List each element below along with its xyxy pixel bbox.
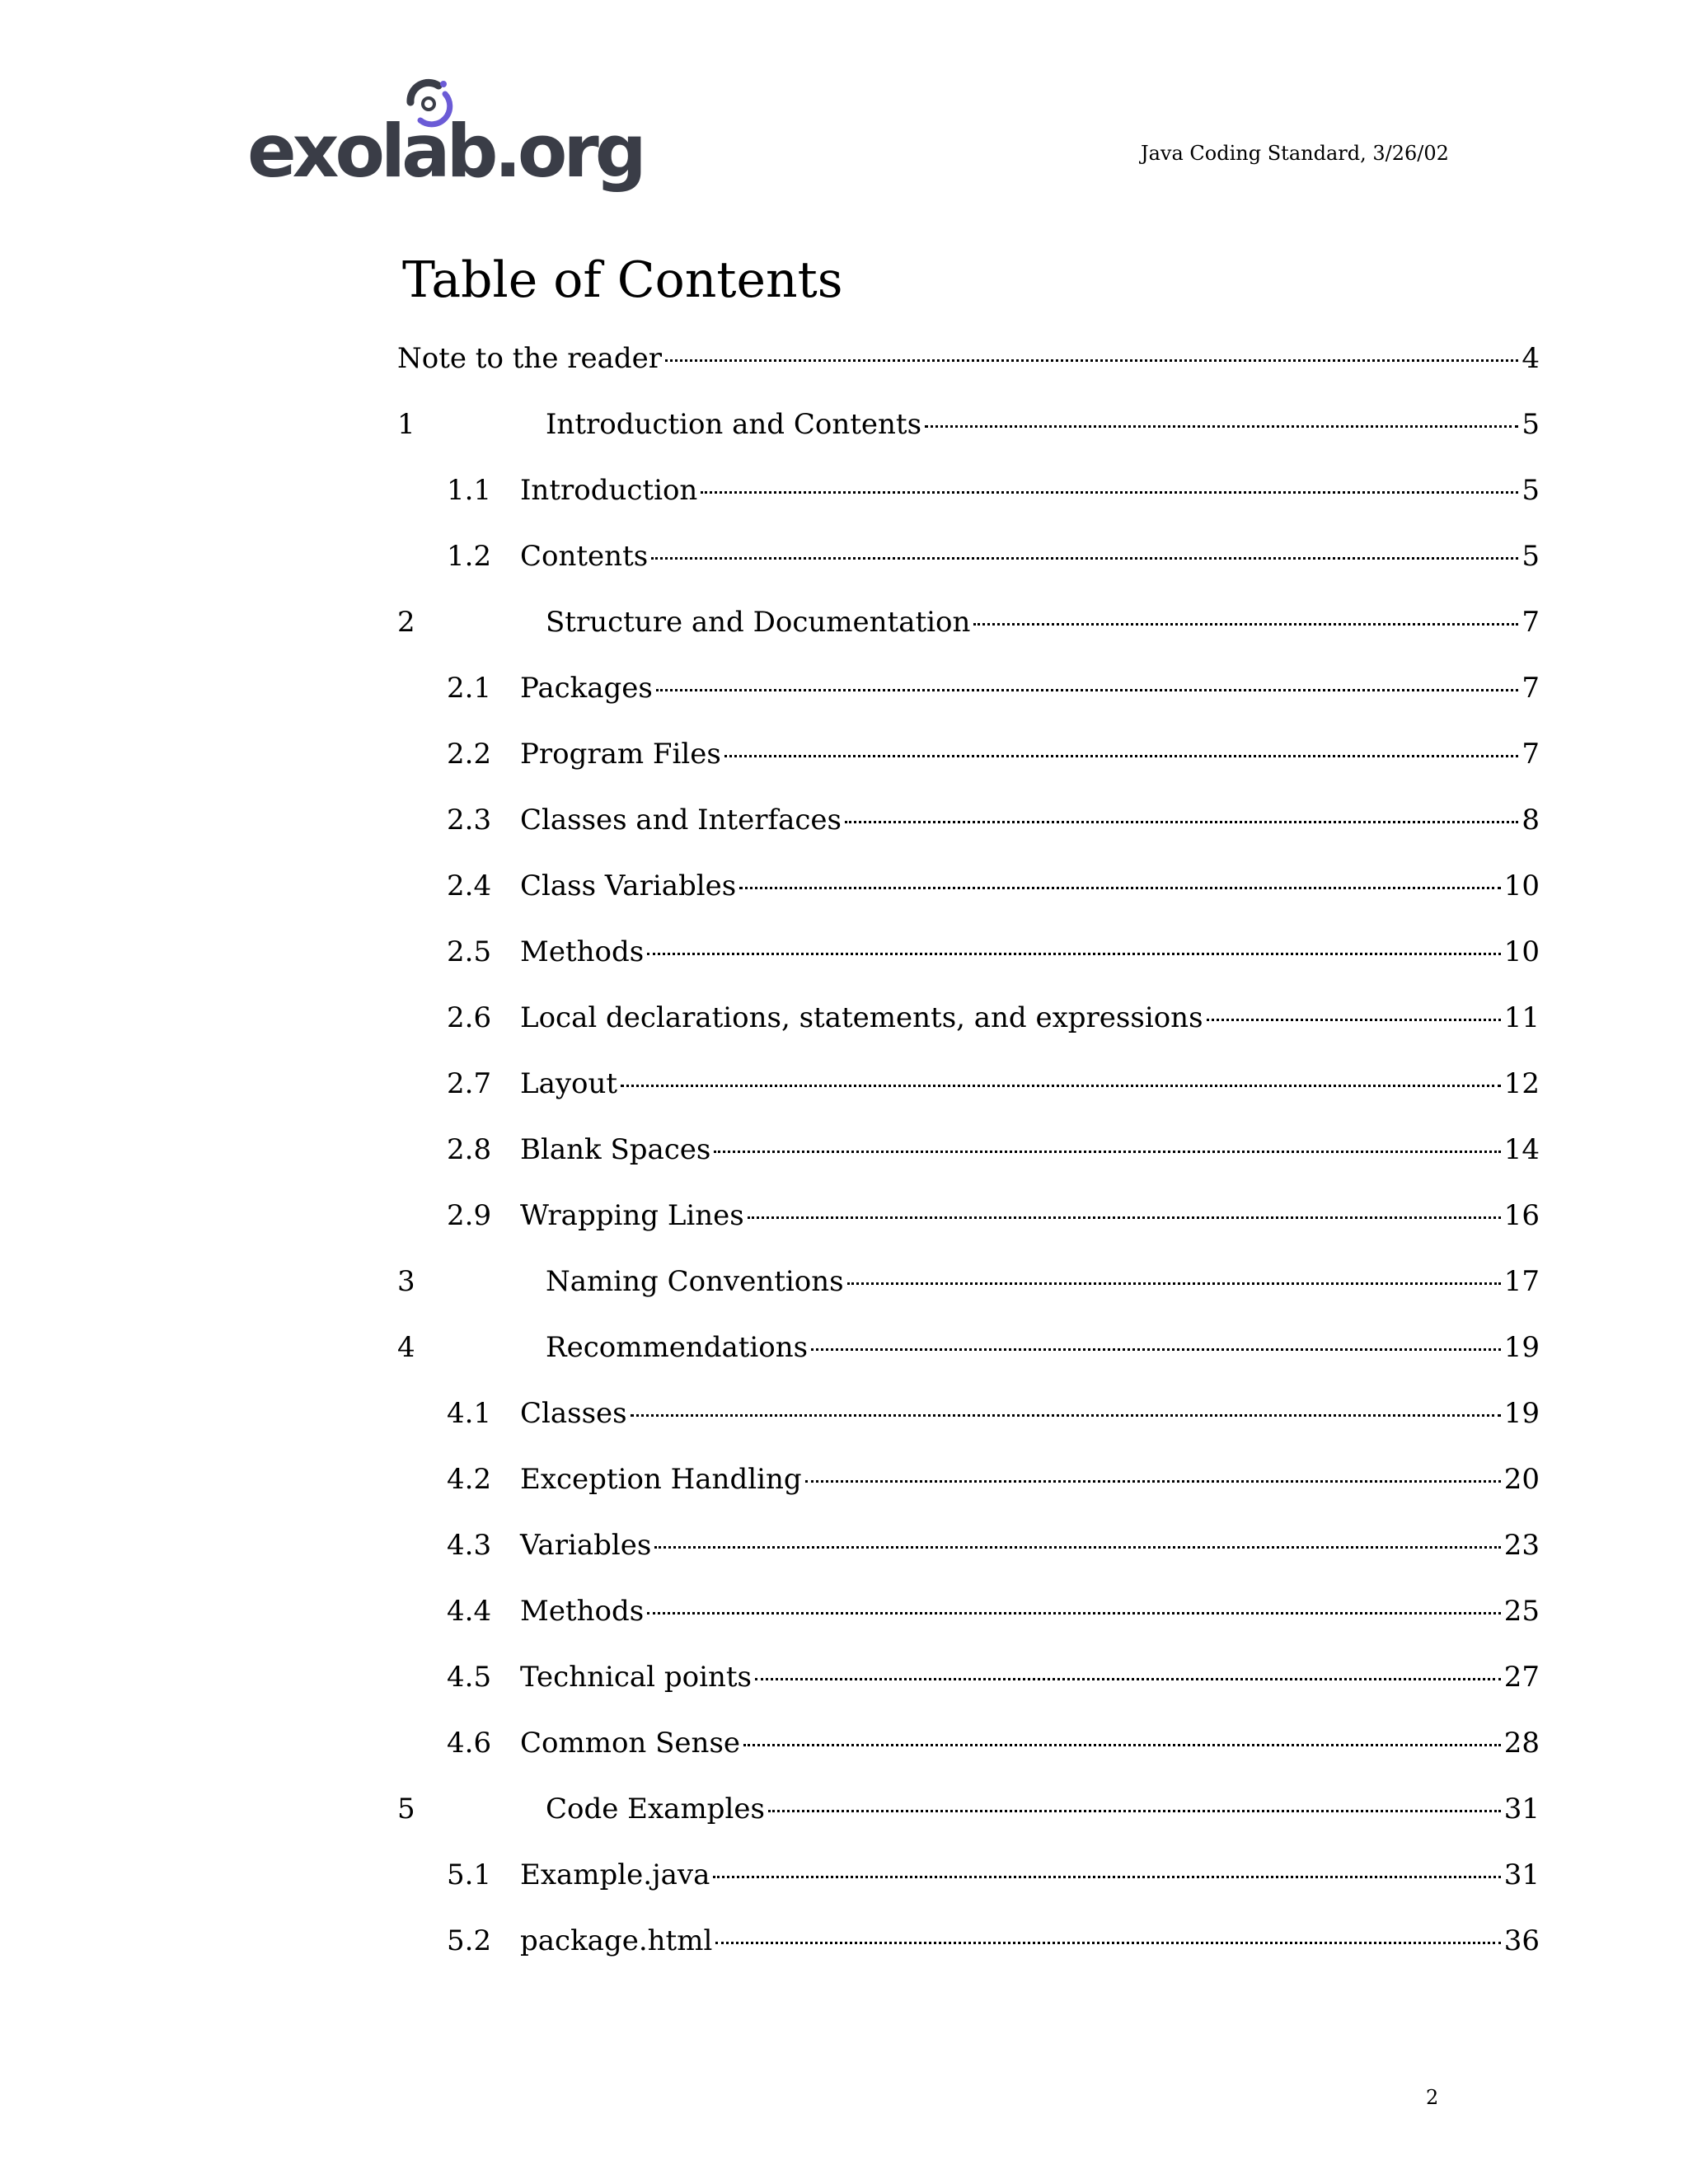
toc-dot-leader — [847, 1282, 1501, 1285]
toc-entry[interactable] — [397, 798, 1540, 842]
toc-entry-label: Naming Conventions — [546, 1265, 844, 1298]
toc-entry[interactable] — [397, 468, 1540, 513]
toc-dot-leader — [1207, 1019, 1501, 1021]
toc-entry-label: package.html — [520, 1924, 713, 1957]
toc-entry-page: 25 — [1503, 1595, 1540, 1628]
toc-entry-page: 19 — [1503, 1331, 1540, 1364]
toc-entry[interactable] — [397, 1127, 1540, 1172]
toc-entry-label: Methods — [520, 935, 645, 968]
toc-entry-page: 5 — [1522, 408, 1540, 441]
toc-entry-number: 2.3 — [447, 804, 492, 837]
toc-entry-page: 17 — [1503, 1265, 1540, 1298]
toc-dot-leader — [715, 1942, 1500, 1944]
toc-dot-leader — [713, 1876, 1500, 1878]
toc-entry-page: 5 — [1522, 540, 1540, 573]
toc-dot-leader — [654, 1546, 1500, 1549]
toc-entry-page: 19 — [1503, 1397, 1540, 1430]
toc-dot-leader — [647, 1612, 1501, 1615]
toc-entry-number: 1 — [397, 408, 415, 441]
toc-entry[interactable] — [397, 534, 1540, 579]
toc-entry-label: Recommendations — [546, 1331, 809, 1364]
toc-entry-number: 2.7 — [447, 1067, 492, 1100]
page-number: 2 — [1426, 2086, 1439, 2109]
toc-dot-leader — [724, 755, 1519, 757]
toc-entry[interactable] — [397, 864, 1540, 908]
logo-text: exolab.org — [247, 109, 643, 194]
toc-dot-leader — [811, 1348, 1501, 1351]
toc-entry-number: 2.4 — [447, 869, 492, 902]
toc-entry-label: Blank Spaces — [520, 1133, 711, 1166]
toc-entry-label: Introduction — [520, 474, 698, 507]
toc-entry-label: Packages — [520, 672, 653, 705]
toc-dot-leader — [845, 821, 1518, 823]
toc-dot-leader — [656, 689, 1518, 691]
toc-entry[interactable] — [397, 336, 1540, 381]
toc-entry[interactable] — [397, 402, 1540, 447]
toc-dot-leader — [647, 953, 1501, 955]
page-title: Table of Contents — [402, 251, 843, 309]
toc-dot-leader — [925, 425, 1518, 428]
toc-entry[interactable] — [397, 600, 1540, 644]
toc-entry-page: 23 — [1503, 1529, 1540, 1562]
toc-entry-label: Note to the reader — [397, 342, 663, 375]
toc-dot-leader — [631, 1414, 1501, 1417]
toc-entry-label: Example.java — [520, 1858, 710, 1891]
toc-dot-leader — [743, 1744, 1501, 1746]
exolab-logo — [247, 69, 643, 201]
toc-entry-page: 10 — [1503, 869, 1540, 902]
toc-entry-number: 1.1 — [447, 474, 492, 507]
toc-entry-label: Structure and Documentation — [546, 606, 971, 639]
toc-entry-number: 4.5 — [447, 1661, 492, 1694]
toc-entry-number: 5 — [397, 1793, 415, 1825]
toc-entry[interactable] — [397, 1457, 1540, 1502]
toc-entry-label: Common Sense — [520, 1727, 741, 1760]
toc-entry-number: 4.2 — [447, 1463, 492, 1496]
toc-entry-label: Variables — [520, 1529, 652, 1562]
toc-entry[interactable] — [397, 1391, 1540, 1436]
toc-entry-number: 2.5 — [447, 935, 492, 968]
toc-entry[interactable] — [397, 732, 1540, 776]
toc-dot-leader — [714, 1151, 1500, 1153]
toc-entry-page: 8 — [1522, 804, 1540, 837]
toc-entry-label: Methods — [520, 1595, 645, 1628]
toc-entry-page: 28 — [1503, 1727, 1540, 1760]
toc-entry-label: Class Variables — [520, 869, 737, 902]
toc-entry-page: 10 — [1503, 935, 1540, 968]
toc-entry-page: 36 — [1503, 1924, 1540, 1957]
toc-entry[interactable] — [397, 1721, 1540, 1765]
toc-entry-label: Program Files — [520, 738, 721, 771]
toc-entry-label: Wrapping Lines — [520, 1199, 744, 1232]
toc-entry-number: 2.8 — [447, 1133, 492, 1166]
toc-entry[interactable] — [397, 1589, 1540, 1633]
toc-entry-number: 2.1 — [447, 672, 492, 705]
toc-entry-number: 4.3 — [447, 1529, 492, 1562]
toc-entry-number: 2 — [397, 606, 415, 639]
toc-entry-label: Layout — [520, 1067, 618, 1100]
toc-dot-leader — [621, 1085, 1501, 1087]
toc-entry-page: 7 — [1522, 606, 1540, 639]
toc-entry-label: Local declarations, statements, and expressions — [520, 1001, 1203, 1034]
toc-entry-number: 2.9 — [447, 1199, 492, 1232]
toc-entry-label: Classes and Interfaces — [520, 804, 842, 837]
toc-entry-number: 4.1 — [447, 1397, 492, 1430]
toc-dot-leader — [748, 1216, 1501, 1219]
toc-entry-label: Classes — [520, 1397, 627, 1430]
toc-entry-number: 1.2 — [447, 540, 492, 573]
toc-entry-label: Contents — [520, 540, 649, 573]
toc-entry-page: 7 — [1522, 672, 1540, 705]
toc-dot-leader — [701, 491, 1518, 494]
toc-entry[interactable] — [397, 1062, 1540, 1106]
toc-entry[interactable] — [397, 1193, 1540, 1238]
toc-entry[interactable] — [397, 1259, 1540, 1304]
toc-entry-page: 11 — [1503, 1001, 1540, 1034]
toc-entry-number: 2.6 — [447, 1001, 492, 1034]
toc-entry-number: 3 — [397, 1265, 415, 1298]
toc-entry-page: 20 — [1503, 1463, 1540, 1496]
toc-dot-leader — [973, 623, 1518, 626]
toc-entry-page: 31 — [1503, 1858, 1540, 1891]
toc-entry-page: 16 — [1503, 1199, 1540, 1232]
toc-entry-page: 14 — [1503, 1133, 1540, 1166]
toc-entry-number: 4.6 — [447, 1727, 492, 1760]
toc-dot-leader — [651, 557, 1518, 560]
toc-entry[interactable] — [397, 1787, 1540, 1831]
toc-entry-page: 12 — [1503, 1067, 1540, 1100]
toc-dot-leader — [665, 359, 1518, 362]
toc-entry-number: 2.2 — [447, 738, 492, 771]
toc-dot-leader — [768, 1810, 1501, 1812]
toc-entry[interactable] — [397, 930, 1540, 974]
toc-entry-page: 31 — [1503, 1793, 1540, 1825]
toc-entry[interactable] — [397, 666, 1540, 710]
toc-entry-number: 4.4 — [447, 1595, 492, 1628]
toc-entry-label: Exception Handling — [520, 1463, 802, 1496]
toc-entry-number: 5.2 — [447, 1924, 492, 1957]
document-info: Java Coding Standard, 3/26/02 — [1141, 142, 1449, 165]
toc-entry-number: 5.1 — [447, 1858, 492, 1891]
toc-entry[interactable] — [397, 1325, 1540, 1370]
toc-entry-label: Technical points — [520, 1661, 752, 1694]
toc-entry[interactable] — [397, 1655, 1540, 1699]
toc-entry-label: Code Examples — [546, 1793, 765, 1825]
toc-entry-page: 7 — [1522, 738, 1540, 771]
toc-entry[interactable] — [397, 1853, 1540, 1897]
toc-entry[interactable] — [397, 1523, 1540, 1568]
toc-entry[interactable] — [397, 996, 1540, 1040]
toc-dot-leader — [805, 1480, 1501, 1483]
toc-entry-label: Introduction and Contents — [546, 408, 922, 441]
toc-entry-page: 5 — [1522, 474, 1540, 507]
toc-entry-page: 27 — [1503, 1661, 1540, 1694]
toc-dot-leader — [755, 1678, 1501, 1680]
toc-entry[interactable] — [397, 1919, 1540, 1963]
toc-entry-number: 4 — [397, 1331, 415, 1364]
toc-dot-leader — [739, 887, 1501, 889]
toc-entry-page: 4 — [1522, 342, 1540, 375]
